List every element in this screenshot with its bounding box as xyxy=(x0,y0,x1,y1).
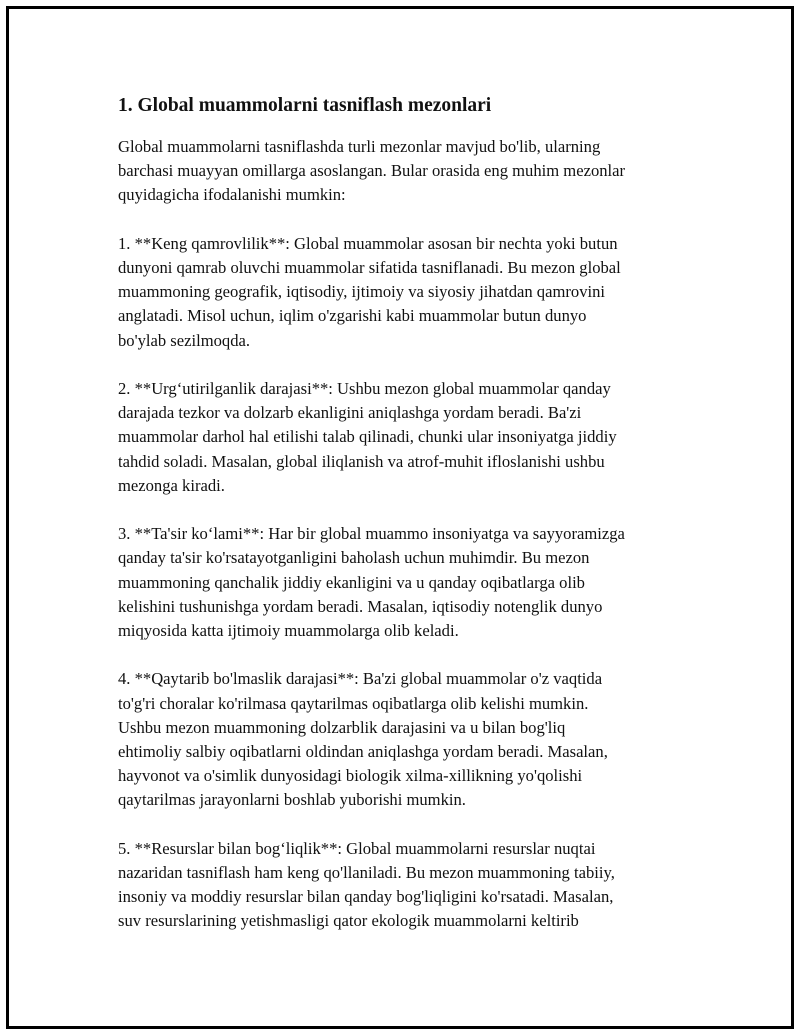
text-line: barchasi muayyan omillarga asoslangan. Bular orasida eng muhim mezonlar xyxy=(118,161,626,181)
text-line: bo'ylab sezilmoqda. xyxy=(118,330,251,350)
criterion-paragraph-1 xyxy=(118,232,688,353)
text-line: quyidagicha ifodalanishi mumkin: xyxy=(118,185,346,205)
text-line: 5. **Resurslar bilan bog‘liqlik**: Global muammolarni resurslar nuqtai xyxy=(118,838,596,858)
criterion-paragraph-2 xyxy=(118,377,688,498)
section-heading: 1. Global muammolarni tasniflash mezonlari xyxy=(118,95,492,116)
text-line: miqyosida katta ijtimoiy muammolarga olib keladi. xyxy=(118,621,459,641)
text-line: 2. **Urg‘utirilganlik darajasi**: Ushbu mezon global muammolar qanday xyxy=(118,379,611,398)
document-content xyxy=(118,94,688,958)
text-line: suv resurslarining yetishmasligi qator ekologik muammolarni keltirib xyxy=(118,911,579,931)
text-line: Global muammolarni tasniflashda turli mezonlar mavjud bo'lib, ularning xyxy=(118,137,601,156)
text-line: insoniy va moddiy resurslar bilan qanday bog'liqligini ko'rsatadi. Masalan, xyxy=(118,887,614,907)
text-line: kelishini tushunishga yordam beradi. Masalan, iqtisodiy notenglik dunyo xyxy=(118,596,603,616)
text-line: qanday ta'sir ko'rsatayotganligini baholash uchun muhimdir. Bu mezon xyxy=(118,548,590,568)
text-line: 3. **Ta'sir ko‘lami**: Har bir global muammo insoniyatga va sayyoramizga xyxy=(118,524,625,544)
text-line: tahdid soladi. Masalan, global iliqlanish va atrof-muhit ifloslanishi ushbu xyxy=(118,451,605,471)
text-line: hayvonot va o'simlik dunyosidagi biologik xilma-xillikning yo'qolishi xyxy=(118,766,583,786)
criterion-paragraph-5 xyxy=(118,837,688,934)
intro-paragraph xyxy=(118,135,688,208)
text-line: qaytarilmas jarayonlarni boshlab yuborishi mumkin. xyxy=(118,790,466,810)
text-line: ehtimoliy salbiy oqibatlarni oldindan aniqlashga yordam beradi. Masalan, xyxy=(118,742,608,762)
text-line: muammoning geografik, iqtisodiy, ijtimoiy va siyosiy jihatdan qamrovini xyxy=(118,282,606,302)
text-line: muammolar darhol hal etilishi talab qilinadi, chunki ular insoniyatga jiddiy xyxy=(118,427,617,447)
criterion-paragraph-4 xyxy=(118,667,688,812)
text-line: anglatadi. Misol uchun, iqlim o'zgarishi kabi muammolar butun dunyo xyxy=(118,306,587,326)
text-line: dunyoni qamrab oluvchi muammolar sifatida tasniflanadi. Bu mezon global xyxy=(118,258,621,277)
text-line: Ushbu mezon muammoning dolzarblik darajasini va u bilan bog'liq xyxy=(118,717,566,737)
criterion-paragraph-3 xyxy=(118,522,688,643)
text-line: to'g'ri choralar ko'rilmasa qaytarilmas oqibatlarga olib kelishi mumkin. xyxy=(118,693,589,713)
text-line: mezonga kiradi. xyxy=(118,475,225,495)
text-line: muammoning qanchalik jiddiy ekanligini va u qanday oqibatlarga olib xyxy=(118,572,585,592)
text-line: darajada tezkor va dolzarb ekanligini aniqlashga yordam beradi. Ba'zi xyxy=(118,403,582,423)
text-line: 4. **Qaytarib bo'lmaslik darajasi**: Ba'zi global muammolar o'z vaqtida xyxy=(118,669,603,689)
text-line: 1. **Keng qamrovlilik**: Global muammolar asosan bir nechta yoki butun xyxy=(118,233,618,253)
text-line: nazaridan tasniflash ham keng qo'llaniladi. Bu mezon muammoning tabiiy, xyxy=(118,863,615,883)
